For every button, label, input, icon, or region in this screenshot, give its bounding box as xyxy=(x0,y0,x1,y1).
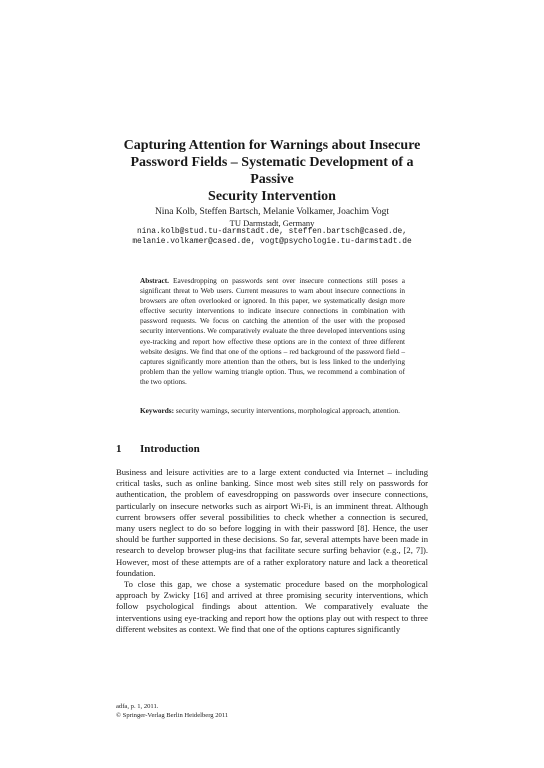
body-text xyxy=(116,467,428,635)
title-line: Password Fields – Systematic Development of a Passive xyxy=(130,155,414,187)
title-line: Capturing Attention for Warnings about Insecure xyxy=(123,138,421,153)
email-line: melanie.volkamer@cased.de, vogt@psychologie.tu-darmstadt.de xyxy=(132,237,412,246)
affiliation: TU Darmstadt, Germany xyxy=(229,218,315,228)
section-heading xyxy=(116,443,428,456)
paragraph: Business and leisure activities are to a large extent conducted via Internet – including critical tasks, such as online banking. Since most web sites still rely on passwords for authentication, the problem of eavesdropping on passwords over insecure connections, particularly on insecure networks such as airport Wi-Fi, is an imminent threat. Although current browsers offer several possibilities to check whether a connection is secured, many users neglect to do so before logging in with their password [8]. Hence, the user should be further supported in these decisions. So far, several attempts have been made in research to develop browser plug-ins that facilitate secure surfing behavior (e.g., [2, 7]). However, most of these attempts are of a rather exploratory nature and lack a theoretical foundation. xyxy=(116,467,428,578)
page-footer xyxy=(116,702,428,720)
author-emails xyxy=(60,227,484,247)
title-line: Security Intervention xyxy=(208,189,336,204)
abstract xyxy=(140,276,405,387)
paper-title xyxy=(110,137,434,205)
keywords-text: security warnings, security interventions, morphological approach, attention. xyxy=(175,406,401,415)
paragraph: To close this gap, we chose a systematic procedure based on the morphological approach by Zwicky [16] and arrived at three promising security interventions, which follow psychological findings about attention. We comparatively evaluate the interventions using eye-tracking and report how the options play out with respect to three different websites as context. We find that one of the options captures significantly xyxy=(116,579,428,634)
author-list: Nina Kolb, Steffen Bartsch, Melanie Volkamer, Joachim Vogt xyxy=(154,207,390,217)
footer-copyright: © Springer-Verlag Berlin Heidelberg 2011 xyxy=(116,712,229,719)
abstract-label: Abstract. xyxy=(140,276,169,285)
section-title: Introduction xyxy=(140,443,200,455)
keywords-label: Keywords: xyxy=(140,406,175,415)
abstract-text: Eavesdropping on passwords sent over insecure connections still poses a significant threat to Web users. Current measures to warn about insecure connections in browsers are often overlooked or ignored. In this paper, we systematically design more effective security interventions to indicate insecure connections in combination with password requests. We focus on catching the attention of the user with the proposed security interventions. We comparatively evaluate the three developed interventions using eye-tracking and report how effective these options are in the context of three different website designs. We find that one of the options – red background of the password field – captures significantly more attention than the others, but is less linked to the underlying problem than the yellow warning triangle option. Thus, we recommend a combination of the two options. xyxy=(140,276,405,386)
section-number: 1 xyxy=(116,443,122,455)
footer-citation: adfa, p. 1, 2011. xyxy=(116,703,159,710)
email-line: nina.kolb@stud.tu-darmstadt.de, steffen.bartsch@cased.de, xyxy=(137,227,407,236)
keywords xyxy=(140,406,405,416)
